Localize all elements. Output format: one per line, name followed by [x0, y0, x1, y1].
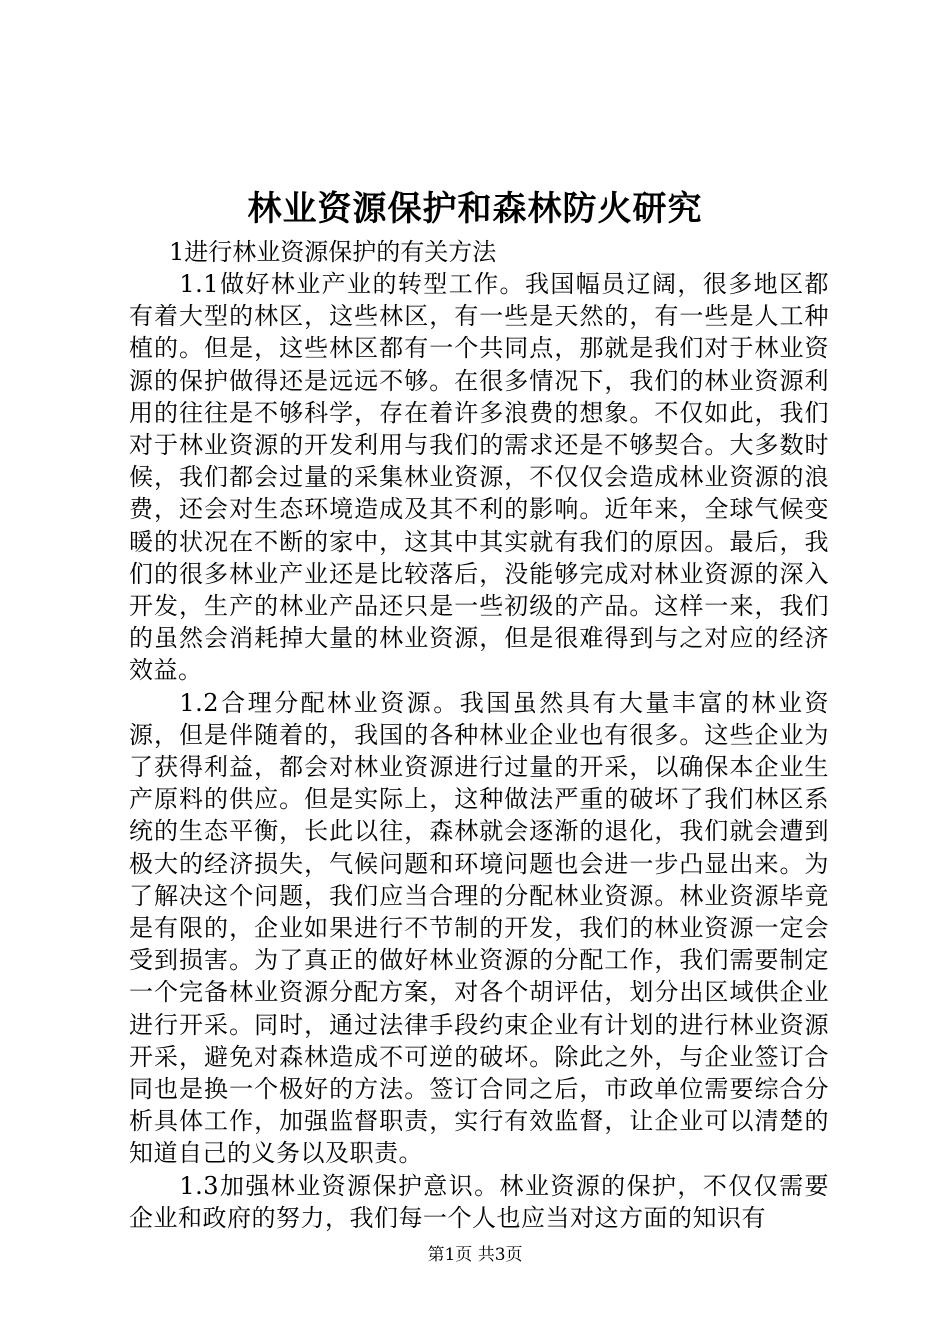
document-body	[129, 236, 829, 1234]
paragraph-1-1: 1.1做好林业产业的转型工作。我国幅员辽阔，很多地区都有着大型的林区，这些林区，有一些是天然的，有一些是人工种植的。但是，这些林区都有一个共同点，那就是我们对于林业资源的保护做得还是远远不够。在很多情况下，我们的林业资源利用的往往是不够科学，存在着许多浪费的想象。不仅如此，我们对于林业资源的开发利用与我们的需求还是不够契合。大多数时候，我们都会过量的采集林业资源，不仅仅会造成林业资源的浪费，还会对生态环境造成及其不利的影响。近年来，全球气候变暖的状况在不断的家中，这其中其实就有我们的原因。最后，我们的很多林业产业还是比较落后，没能够完成对林业资源的深入开发，生产的林业产品还只是一些初级的产品。这样一来，我们的虽然会消耗掉大量的林业资源，但是很难得到与之对应的经济效益。	[129, 270, 829, 685]
section-heading: 1进行林业资源保护的有关方法	[169, 238, 497, 266]
document-title: 林业资源保护和森林防火研究	[247, 189, 703, 229]
paragraph-1-2: 1.2合理分配林业资源。我国虽然具有大量丰富的林业资源，但是伴随着的，我国的各种林业企业也有很多。这些企业为了获得利益，都会对林业资源进行过量的开采，以确保本企业生产原料的供应。但是实际上，这种做法严重的破坏了我们林区系统的生态平衡，长此以往，森林就会逐渐的退化，我们就会遭到极大的经济损失，气候问题和环境问题也会进一步凸显出来。为了解决这个问题，我们应当合理的分配林业资源。林业资源毕竟是有限的，企业如果进行不节制的开发，我们的林业资源一定会受到损害。为了真正的做好林业资源的分配工作，我们需要制定一个完备林业资源分配方案，对各个胡评估，划分出区域供企业进行开采。同时，通过法律手段约束企业有计划的进行林业资源开采，避免对森林造成不可逆的破坏。除此之外，与企业签订合同也是换一个极好的方法。签订合同之后，市政单位需要综合分析具体工作，加强监督职责，实行有效监督，让企业可以清楚的知道自己的义务以及职责。	[129, 688, 829, 1168]
page-footer: 第1页 共3页	[427, 1245, 523, 1265]
paragraph-1-3: 1.3加强林业资源保护意识。林业资源的保护，不仅仅需要企业和政府的努力，我们每一个人也应当对这方面的知识有	[129, 1171, 829, 1232]
